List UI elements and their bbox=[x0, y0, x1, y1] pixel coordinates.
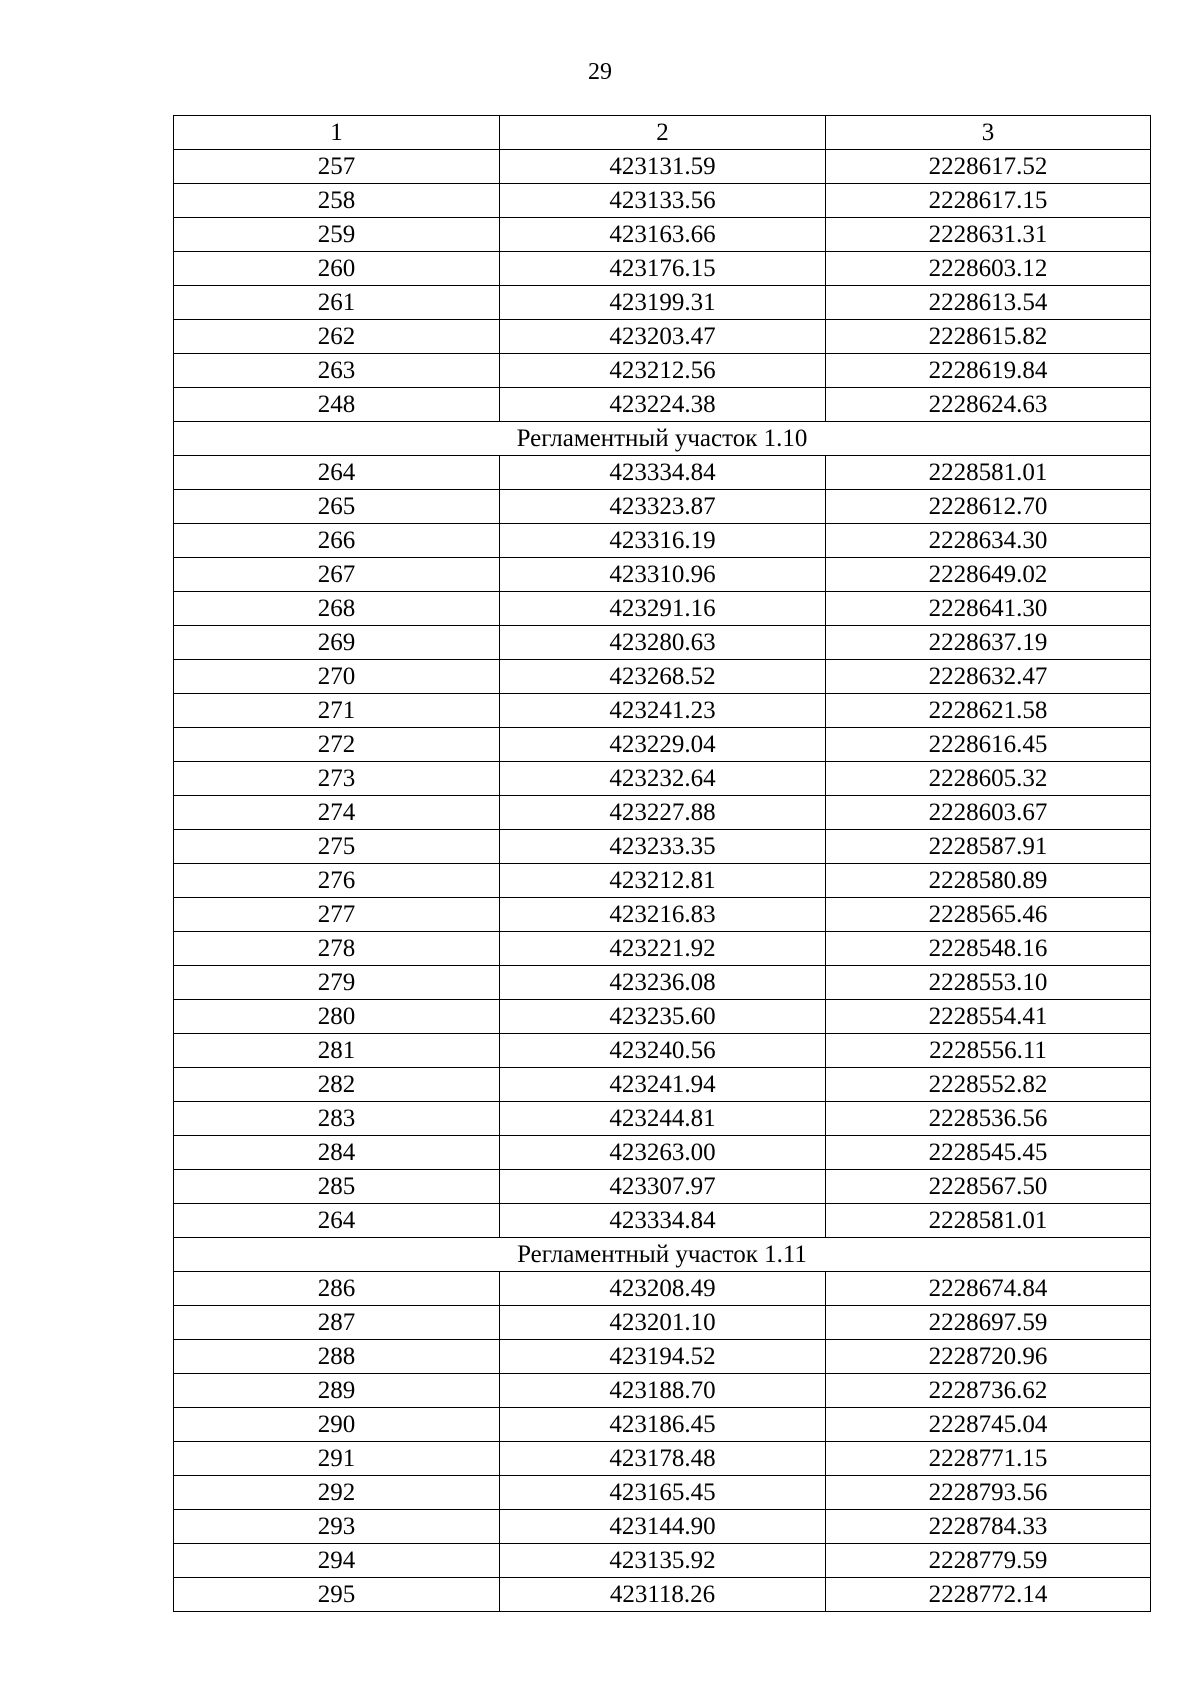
cell-point-number: 264 bbox=[174, 1204, 500, 1238]
table-row bbox=[174, 1510, 1151, 1544]
cell-point-number: 282 bbox=[174, 1068, 500, 1102]
table-row bbox=[174, 1544, 1151, 1578]
cell-point-number: 266 bbox=[174, 524, 500, 558]
cell-y-coordinate: 2228745.04 bbox=[826, 1408, 1151, 1442]
table-row bbox=[174, 320, 1151, 354]
cell-y-coordinate: 2228779.59 bbox=[826, 1544, 1151, 1578]
cell-x-coordinate: 423241.23 bbox=[500, 694, 826, 728]
cell-x-coordinate: 423221.92 bbox=[500, 932, 826, 966]
cell-y-coordinate: 2228637.19 bbox=[826, 626, 1151, 660]
cell-y-coordinate: 2228617.52 bbox=[826, 150, 1151, 184]
cell-x-coordinate: 423199.31 bbox=[500, 286, 826, 320]
cell-y-coordinate: 2228621.58 bbox=[826, 694, 1151, 728]
cell-point-number: 281 bbox=[174, 1034, 500, 1068]
cell-point-number: 261 bbox=[174, 286, 500, 320]
cell-x-coordinate: 423310.96 bbox=[500, 558, 826, 592]
cell-x-coordinate: 423233.35 bbox=[500, 830, 826, 864]
cell-point-number: 286 bbox=[174, 1272, 500, 1306]
cell-point-number: 284 bbox=[174, 1136, 500, 1170]
cell-point-number: 288 bbox=[174, 1340, 500, 1374]
cell-point-number: 293 bbox=[174, 1510, 500, 1544]
cell-x-coordinate: 423201.10 bbox=[500, 1306, 826, 1340]
cell-x-coordinate: 423178.48 bbox=[500, 1442, 826, 1476]
cell-x-coordinate: 423244.81 bbox=[500, 1102, 826, 1136]
table-row bbox=[174, 864, 1151, 898]
cell-point-number: 262 bbox=[174, 320, 500, 354]
cell-point-number: 248 bbox=[174, 388, 500, 422]
table-row bbox=[174, 456, 1151, 490]
cell-point-number: 279 bbox=[174, 966, 500, 1000]
table-row bbox=[174, 796, 1151, 830]
table-row bbox=[174, 762, 1151, 796]
table-row bbox=[174, 1170, 1151, 1204]
cell-point-number: 268 bbox=[174, 592, 500, 626]
cell-y-coordinate: 2228581.01 bbox=[826, 1204, 1151, 1238]
cell-y-coordinate: 2228603.12 bbox=[826, 252, 1151, 286]
cell-x-coordinate: 423216.83 bbox=[500, 898, 826, 932]
cell-x-coordinate: 423163.66 bbox=[500, 218, 826, 252]
cell-x-coordinate: 423212.56 bbox=[500, 354, 826, 388]
table-row bbox=[174, 1102, 1151, 1136]
cell-y-coordinate: 2228612.70 bbox=[826, 490, 1151, 524]
table-row bbox=[174, 966, 1151, 1000]
cell-y-coordinate: 2228632.47 bbox=[826, 660, 1151, 694]
cell-point-number: 290 bbox=[174, 1408, 500, 1442]
table-row bbox=[174, 1068, 1151, 1102]
table-row bbox=[174, 1408, 1151, 1442]
page-number: 29 bbox=[588, 59, 612, 85]
cell-y-coordinate: 2228605.32 bbox=[826, 762, 1151, 796]
table-row bbox=[174, 626, 1151, 660]
cell-y-coordinate: 2228649.02 bbox=[826, 558, 1151, 592]
table-row bbox=[174, 252, 1151, 286]
cell-x-coordinate: 423227.88 bbox=[500, 796, 826, 830]
cell-y-coordinate: 2228616.45 bbox=[826, 728, 1151, 762]
table-row bbox=[174, 1374, 1151, 1408]
cell-y-coordinate: 2228545.45 bbox=[826, 1136, 1151, 1170]
table-row bbox=[174, 932, 1151, 966]
table-row bbox=[174, 1306, 1151, 1340]
cell-x-coordinate: 423323.87 bbox=[500, 490, 826, 524]
cell-y-coordinate: 2228581.01 bbox=[826, 456, 1151, 490]
cell-point-number: 295 bbox=[174, 1578, 500, 1612]
cell-x-coordinate: 423188.70 bbox=[500, 1374, 826, 1408]
cell-x-coordinate: 423212.81 bbox=[500, 864, 826, 898]
section-title: Регламентный участок 1.11 bbox=[174, 1238, 1151, 1272]
cell-y-coordinate: 2228784.33 bbox=[826, 1510, 1151, 1544]
cell-y-coordinate: 2228641.30 bbox=[826, 592, 1151, 626]
cell-point-number: 280 bbox=[174, 1000, 500, 1034]
table-row bbox=[174, 1476, 1151, 1510]
cell-x-coordinate: 423229.04 bbox=[500, 728, 826, 762]
table-row bbox=[174, 1034, 1151, 1068]
table-row bbox=[174, 184, 1151, 218]
cell-point-number: 271 bbox=[174, 694, 500, 728]
cell-point-number: 257 bbox=[174, 150, 500, 184]
cell-x-coordinate: 423118.26 bbox=[500, 1578, 826, 1612]
cell-x-coordinate: 423131.59 bbox=[500, 150, 826, 184]
cell-x-coordinate: 423263.00 bbox=[500, 1136, 826, 1170]
cell-point-number: 269 bbox=[174, 626, 500, 660]
cell-y-coordinate: 2228736.62 bbox=[826, 1374, 1151, 1408]
cell-y-coordinate: 2228554.41 bbox=[826, 1000, 1151, 1034]
cell-point-number: 276 bbox=[174, 864, 500, 898]
cell-point-number: 274 bbox=[174, 796, 500, 830]
table-row bbox=[174, 728, 1151, 762]
table-row bbox=[174, 1000, 1151, 1034]
cell-point-number: 272 bbox=[174, 728, 500, 762]
cell-point-number: 270 bbox=[174, 660, 500, 694]
cell-x-coordinate: 423165.45 bbox=[500, 1476, 826, 1510]
cell-point-number: 285 bbox=[174, 1170, 500, 1204]
table-row bbox=[174, 694, 1151, 728]
cell-point-number: 291 bbox=[174, 1442, 500, 1476]
section-row bbox=[174, 1238, 1151, 1272]
table-row bbox=[174, 150, 1151, 184]
cell-x-coordinate: 423194.52 bbox=[500, 1340, 826, 1374]
section-title: Регламентный участок 1.10 bbox=[174, 422, 1151, 456]
cell-point-number: 267 bbox=[174, 558, 500, 592]
cell-y-coordinate: 2228720.96 bbox=[826, 1340, 1151, 1374]
cell-y-coordinate: 2228631.31 bbox=[826, 218, 1151, 252]
cell-y-coordinate: 2228548.16 bbox=[826, 932, 1151, 966]
cell-y-coordinate: 2228674.84 bbox=[826, 1272, 1151, 1306]
cell-point-number: 278 bbox=[174, 932, 500, 966]
table-row bbox=[174, 354, 1151, 388]
cell-x-coordinate: 423334.84 bbox=[500, 456, 826, 490]
cell-x-coordinate: 423307.97 bbox=[500, 1170, 826, 1204]
cell-point-number: 289 bbox=[174, 1374, 500, 1408]
cell-y-coordinate: 2228619.84 bbox=[826, 354, 1151, 388]
table-row bbox=[174, 1340, 1151, 1374]
table-body bbox=[174, 116, 1151, 1612]
cell-point-number: 260 bbox=[174, 252, 500, 286]
cell-x-coordinate: 423186.45 bbox=[500, 1408, 826, 1442]
table-row bbox=[174, 1578, 1151, 1612]
cell-y-coordinate: 2228556.11 bbox=[826, 1034, 1151, 1068]
table-row bbox=[174, 388, 1151, 422]
cell-point-number: 292 bbox=[174, 1476, 500, 1510]
cell-x-coordinate: 423334.84 bbox=[500, 1204, 826, 1238]
table-row bbox=[174, 660, 1151, 694]
cell-x-coordinate: 423236.08 bbox=[500, 966, 826, 1000]
cell-x-coordinate: 423240.56 bbox=[500, 1034, 826, 1068]
table-row bbox=[174, 286, 1151, 320]
cell-y-coordinate: 2228697.59 bbox=[826, 1306, 1151, 1340]
cell-y-coordinate: 2228772.14 bbox=[826, 1578, 1151, 1612]
table-row bbox=[174, 490, 1151, 524]
table-row bbox=[174, 1442, 1151, 1476]
cell-y-coordinate: 2228634.30 bbox=[826, 524, 1151, 558]
cell-x-coordinate: 423176.15 bbox=[500, 252, 826, 286]
header-cell-y: 3 bbox=[826, 116, 1151, 150]
cell-x-coordinate: 423291.16 bbox=[500, 592, 826, 626]
cell-y-coordinate: 2228565.46 bbox=[826, 898, 1151, 932]
table-row bbox=[174, 830, 1151, 864]
header-cell-point: 1 bbox=[174, 116, 500, 150]
cell-x-coordinate: 423232.64 bbox=[500, 762, 826, 796]
header-cell-x: 2 bbox=[500, 116, 826, 150]
cell-point-number: 258 bbox=[174, 184, 500, 218]
cell-y-coordinate: 2228552.82 bbox=[826, 1068, 1151, 1102]
table-header-row bbox=[174, 116, 1151, 150]
cell-x-coordinate: 423235.60 bbox=[500, 1000, 826, 1034]
cell-y-coordinate: 2228617.15 bbox=[826, 184, 1151, 218]
table-row bbox=[174, 524, 1151, 558]
cell-point-number: 264 bbox=[174, 456, 500, 490]
cell-x-coordinate: 423203.47 bbox=[500, 320, 826, 354]
cell-point-number: 277 bbox=[174, 898, 500, 932]
cell-y-coordinate: 2228624.63 bbox=[826, 388, 1151, 422]
cell-x-coordinate: 423280.63 bbox=[500, 626, 826, 660]
cell-point-number: 263 bbox=[174, 354, 500, 388]
cell-x-coordinate: 423224.38 bbox=[500, 388, 826, 422]
cell-x-coordinate: 423316.19 bbox=[500, 524, 826, 558]
cell-point-number: 287 bbox=[174, 1306, 500, 1340]
table-row bbox=[174, 558, 1151, 592]
cell-y-coordinate: 2228793.56 bbox=[826, 1476, 1151, 1510]
table-row bbox=[174, 592, 1151, 626]
cell-x-coordinate: 423133.56 bbox=[500, 184, 826, 218]
section-row bbox=[174, 422, 1151, 456]
table-row bbox=[174, 218, 1151, 252]
cell-x-coordinate: 423268.52 bbox=[500, 660, 826, 694]
coordinates-table bbox=[173, 115, 1151, 1612]
cell-y-coordinate: 2228613.54 bbox=[826, 286, 1151, 320]
cell-x-coordinate: 423208.49 bbox=[500, 1272, 826, 1306]
table-row bbox=[174, 1136, 1151, 1170]
cell-point-number: 275 bbox=[174, 830, 500, 864]
cell-y-coordinate: 2228553.10 bbox=[826, 966, 1151, 1000]
table-row bbox=[174, 1272, 1151, 1306]
cell-y-coordinate: 2228603.67 bbox=[826, 796, 1151, 830]
table-row bbox=[174, 1204, 1151, 1238]
cell-y-coordinate: 2228771.15 bbox=[826, 1442, 1151, 1476]
cell-y-coordinate: 2228567.50 bbox=[826, 1170, 1151, 1204]
cell-point-number: 294 bbox=[174, 1544, 500, 1578]
cell-y-coordinate: 2228587.91 bbox=[826, 830, 1151, 864]
cell-x-coordinate: 423135.92 bbox=[500, 1544, 826, 1578]
cell-y-coordinate: 2228615.82 bbox=[826, 320, 1151, 354]
cell-x-coordinate: 423241.94 bbox=[500, 1068, 826, 1102]
cell-point-number: 283 bbox=[174, 1102, 500, 1136]
cell-x-coordinate: 423144.90 bbox=[500, 1510, 826, 1544]
cell-point-number: 273 bbox=[174, 762, 500, 796]
cell-point-number: 259 bbox=[174, 218, 500, 252]
table-row bbox=[174, 898, 1151, 932]
cell-point-number: 265 bbox=[174, 490, 500, 524]
cell-y-coordinate: 2228580.89 bbox=[826, 864, 1151, 898]
cell-y-coordinate: 2228536.56 bbox=[826, 1102, 1151, 1136]
